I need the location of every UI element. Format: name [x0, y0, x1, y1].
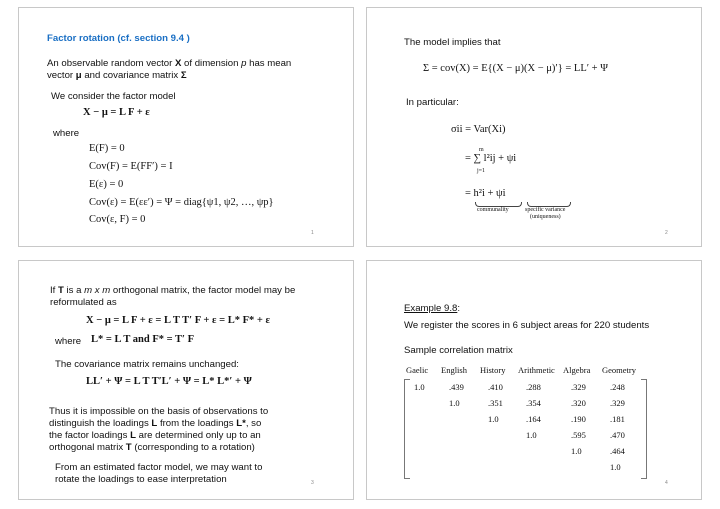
- slide-1-intro-line-2: vector μ and covariance matrix Σ: [47, 70, 187, 81]
- slide-3-from-1: From an estimated factor model, we may want to: [55, 462, 263, 473]
- matrix-cell: .248: [610, 382, 625, 392]
- equation-cov-eps: Cov(ε) = E(εε′) = Ψ = diag{ψ1, ψ2, …, ψp}: [89, 197, 274, 208]
- slide-2: [366, 7, 702, 247]
- uniqueness-label: (uniqueness): [530, 214, 561, 220]
- equation-mean-F: E(F) = 0: [89, 143, 125, 154]
- slide-4: [366, 260, 702, 500]
- equation-cov-F: Cov(F) = E(FF′) = I: [89, 161, 173, 172]
- slide-4-register: We register the scores in 6 subject areas for 220 students: [404, 320, 650, 331]
- matrix-cell: 1.0: [414, 382, 425, 392]
- matrix-cell: .164: [526, 414, 541, 424]
- matrix-header: Gaelic: [406, 365, 429, 375]
- matrix-cell: .470: [610, 430, 625, 440]
- matrix-cell: .329: [571, 382, 586, 392]
- specific-variance-label: specific variance: [525, 207, 566, 213]
- matrix-cell: .595: [571, 430, 586, 440]
- page-number: 3: [311, 480, 314, 486]
- slide-3-thus-1: Thus it is impossible on the basis of observations to: [49, 406, 269, 417]
- matrix-cell: .351: [488, 398, 503, 408]
- factor-model-equation: X − μ = L F + ε: [83, 107, 150, 118]
- slide-3-where: where: [55, 336, 82, 347]
- communality-label: communality: [477, 207, 509, 213]
- sum-equation: = ∑ l²ij + ψi: [465, 153, 517, 164]
- variance-equation: σii = Var(Xi): [451, 124, 506, 135]
- slide-4-sample: Sample correlation matrix: [404, 345, 513, 356]
- equation-mean-eps: E(ε) = 0: [89, 179, 124, 190]
- slide-3-thus-4: orthogonal matrix T (corresponding to a rotation): [49, 442, 255, 453]
- matrix-cell: .288: [526, 382, 541, 392]
- rotation-definition: L* = L T and F* = T′ F: [91, 334, 195, 345]
- example-heading: Example 9.8:: [404, 303, 460, 314]
- matrix-cell: 1.0: [488, 414, 499, 424]
- slide-2-particular: In particular:: [406, 97, 459, 108]
- slide-3: [18, 260, 354, 500]
- slide-1-where: where: [53, 128, 80, 139]
- matrix-header: Algebra: [563, 365, 591, 375]
- page-number: 2: [665, 230, 668, 236]
- page-number: 1: [311, 230, 314, 236]
- matrix-left-bracket: [404, 379, 410, 479]
- matrix-header: English: [441, 365, 467, 375]
- slide-1-intro-line-1: An observable random vector X of dimension p has mean: [47, 58, 292, 69]
- sum-upper-limit: m: [479, 147, 484, 153]
- matrix-cell: .410: [488, 382, 503, 392]
- matrix-cell: 1.0: [449, 398, 460, 408]
- matrix-cell: 1.0: [610, 462, 621, 472]
- sum-lower-limit: j=1: [477, 168, 486, 174]
- slide-3-thus-2: distinguish the loadings L from the loadings L*, so: [49, 418, 262, 429]
- matrix-cell: .329: [610, 398, 625, 408]
- equation-cov-eps-F: Cov(ε, F) = 0: [89, 214, 146, 225]
- slide-3-cov-text: The covariance matrix remains unchanged:: [55, 359, 239, 370]
- cov-unchanged-equation: LL′ + Ψ = L T T′L′ + Ψ = L* L*′ + Ψ: [86, 376, 252, 387]
- matrix-right-bracket: [641, 379, 647, 479]
- slide-3-thus-3: the factor loadings L are determined only up to an: [49, 430, 261, 441]
- slide-1-title: Factor rotation (cf. section 9.4 ): [47, 33, 190, 44]
- matrix-cell: .439: [449, 382, 464, 392]
- matrix-cell: .190: [571, 414, 586, 424]
- matrix-cell: .181: [610, 414, 625, 424]
- matrix-header: Geometry: [602, 365, 636, 375]
- covariance-equation: Σ = cov(X) = E{(X − μ)(X − μ)′} = LL′ + Ψ: [423, 63, 608, 74]
- page-number: 4: [665, 480, 668, 486]
- matrix-cell: .354: [526, 398, 541, 408]
- rotated-model-equation: X − μ = L F + ε = L T T′ F + ε = L* F* + ε: [86, 315, 270, 326]
- slide-1-consider-text: We consider the factor model: [51, 91, 176, 102]
- slide-2-intro: The model implies that: [404, 37, 501, 48]
- matrix-cell: .464: [610, 446, 625, 456]
- slide-1: [18, 7, 354, 247]
- slide-3-line-1: If T is a m x m orthogonal matrix, the factor model may be: [50, 285, 296, 296]
- matrix-cell: 1.0: [571, 446, 582, 456]
- matrix-header: History: [480, 365, 506, 375]
- matrix-header: Arithmetic: [518, 365, 555, 375]
- matrix-cell: .320: [571, 398, 586, 408]
- slide-3-from-2: rotate the loadings to ease interpretation: [55, 474, 227, 485]
- slide-3-line-2: reformulated as: [50, 297, 117, 308]
- communality-equation: = h²i + ψi: [465, 188, 506, 199]
- matrix-cell: 1.0: [526, 430, 537, 440]
